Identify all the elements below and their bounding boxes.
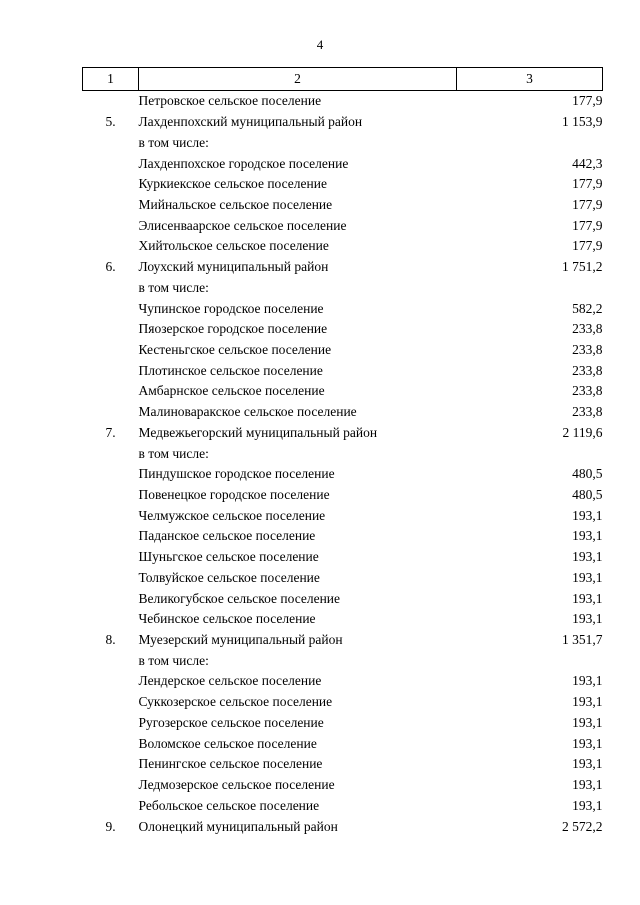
table-row [83, 775, 603, 796]
table-body [83, 91, 603, 837]
row-name: Шуньгское сельское поселение [138, 549, 319, 565]
row-value: 233,8 [572, 321, 603, 337]
row-name: Плотинское сельское поселение [138, 362, 323, 378]
row-name: Куркиекское сельское поселение [138, 176, 327, 192]
row-name: Лахденпохское городское поселение [138, 155, 349, 171]
row-name: Кестеньгское сельское поселение [138, 341, 332, 357]
row-number [83, 195, 139, 216]
row-number: 9. [105, 818, 116, 834]
row-number [83, 485, 139, 506]
table-row [83, 505, 603, 526]
row-name: Лахденпохский муниципальный район [138, 114, 363, 130]
row-value: 177,9 [572, 176, 603, 192]
row-number [83, 505, 139, 526]
table-row [83, 340, 603, 361]
row-number [83, 526, 139, 547]
row-number [83, 298, 139, 319]
table-row [83, 91, 603, 112]
row-name: Малиноваракское сельское поселение [138, 404, 357, 420]
header-col-name: 2 [139, 68, 457, 91]
row-value: 193,1 [572, 528, 603, 544]
row-value: 233,8 [572, 341, 603, 357]
row-value: 193,1 [572, 590, 603, 606]
header-col-value: 3 [457, 68, 603, 91]
table-row [83, 754, 603, 775]
table-row [83, 733, 603, 754]
table-row [83, 630, 603, 651]
row-number [83, 360, 139, 381]
row-name: Толвуйское сельское поселение [138, 569, 320, 585]
row-value [457, 132, 603, 153]
row-number [83, 713, 139, 734]
row-name: Лоухский муниципальный район [138, 259, 329, 275]
row-name: Пиндушское городское поселение [138, 466, 335, 482]
table-row [83, 257, 603, 278]
row-value: 193,1 [572, 714, 603, 730]
row-name: Мийнальское сельское поселение [138, 196, 333, 212]
row-value: 177,9 [572, 217, 603, 233]
row-name: Суккозерское сельское поселение [138, 694, 333, 710]
row-value: 193,1 [572, 797, 603, 813]
row-number [83, 236, 139, 257]
row-number [83, 464, 139, 485]
row-value: 233,8 [572, 383, 603, 399]
row-name: Чупинское городское поселение [138, 300, 324, 316]
row-value: 1 351,7 [562, 632, 603, 648]
table-row [83, 236, 603, 257]
header-col-number: 1 [83, 68, 139, 91]
row-name: в том числе: [138, 652, 209, 668]
row-value: 193,1 [572, 777, 603, 793]
row-value: 177,9 [572, 196, 603, 212]
table-row [83, 671, 603, 692]
row-number [83, 547, 139, 568]
row-number [83, 277, 139, 298]
row-name: Паданское сельское поселение [138, 528, 316, 544]
row-value: 582,2 [572, 300, 603, 316]
row-number [83, 174, 139, 195]
row-value: 193,1 [572, 569, 603, 585]
row-name: Чебинское сельское поселение [138, 611, 316, 627]
table-row [83, 174, 603, 195]
row-number [83, 775, 139, 796]
row-name: в том числе: [138, 445, 209, 461]
row-value: 193,1 [572, 611, 603, 627]
row-value [457, 443, 603, 464]
row-number: 5. [105, 114, 116, 130]
table-row [83, 609, 603, 630]
table-row [83, 485, 603, 506]
allocation-table [82, 67, 603, 837]
row-value: 480,5 [572, 466, 603, 482]
row-name: Воломское сельское поселение [138, 735, 317, 751]
table-row [83, 402, 603, 423]
row-number [83, 733, 139, 754]
row-value: 1 153,9 [562, 114, 603, 130]
table-row [83, 795, 603, 816]
row-number [83, 795, 139, 816]
row-name: Ребольское сельское поселение [138, 797, 320, 813]
row-name: Олонецкий муниципальный район [138, 818, 338, 834]
row-value: 2 572,2 [562, 818, 603, 834]
table-row [83, 464, 603, 485]
row-number [83, 650, 139, 671]
table-row [83, 423, 603, 444]
row-value: 442,3 [572, 155, 603, 171]
header-row [83, 68, 603, 91]
row-value: 233,8 [572, 404, 603, 420]
table-row [83, 360, 603, 381]
table-row [83, 319, 603, 340]
table-row [83, 132, 603, 153]
row-value: 480,5 [572, 487, 603, 503]
row-name: Элисенваарское сельское поселение [138, 217, 347, 233]
row-value: 193,1 [572, 549, 603, 565]
row-number: 7. [105, 424, 116, 440]
row-value: 177,9 [572, 238, 603, 254]
row-value: 193,1 [572, 756, 603, 772]
table-row [83, 277, 603, 298]
row-number [83, 91, 139, 112]
row-number [83, 319, 139, 340]
table-row [83, 526, 603, 547]
row-number [83, 754, 139, 775]
row-name: Хийтольское сельское поселение [138, 238, 329, 254]
row-value: 2 119,6 [562, 424, 603, 440]
row-number [83, 568, 139, 589]
row-number: 8. [105, 632, 116, 648]
row-name: в том числе: [138, 279, 209, 295]
table-row [83, 650, 603, 671]
row-number [83, 402, 139, 423]
row-name: в том числе: [138, 134, 209, 150]
row-value: 193,1 [572, 735, 603, 751]
row-name: Великогубское сельское поселение [138, 590, 341, 606]
row-name: Пенингское сельское поселение [138, 756, 323, 772]
table-row [83, 588, 603, 609]
table-row [83, 713, 603, 734]
table-row [83, 195, 603, 216]
row-number [83, 215, 139, 236]
row-value: 193,1 [572, 673, 603, 689]
table-row [83, 298, 603, 319]
table-header [83, 68, 603, 91]
page-number: 4 [316, 37, 324, 52]
row-number [83, 340, 139, 361]
row-name: Ругозерское сельское поселение [138, 714, 324, 730]
row-name: Медвежьегорский муниципальный район [138, 424, 378, 440]
table-row [83, 568, 603, 589]
row-number [83, 671, 139, 692]
table-row [83, 443, 603, 464]
row-value: 177,9 [572, 93, 603, 109]
table-row [83, 215, 603, 236]
row-number [83, 692, 139, 713]
row-number [83, 609, 139, 630]
row-number [83, 153, 139, 174]
row-number [83, 588, 139, 609]
row-number [83, 443, 139, 464]
row-value: 193,1 [572, 507, 603, 523]
row-name: Муезерский муниципальный район [138, 632, 343, 648]
row-name: Повенецкое городское поселение [138, 487, 330, 503]
table-row [83, 692, 603, 713]
row-number [83, 381, 139, 402]
row-value: 1 751,2 [562, 259, 603, 275]
row-value [457, 650, 603, 671]
table-row [83, 816, 603, 837]
table-row [83, 112, 603, 133]
row-value: 233,8 [572, 362, 603, 378]
row-name: Челмужское сельское поселение [138, 507, 326, 523]
row-name: Пяозерское городское поселение [138, 321, 328, 337]
row-name: Петровское сельское поселение [138, 93, 322, 109]
row-name: Ледмозерское сельское поселение [138, 777, 335, 793]
row-name: Амбарнское сельское поселение [138, 383, 325, 399]
row-value [457, 277, 603, 298]
table-row [83, 547, 603, 568]
row-number: 6. [105, 259, 116, 275]
table-row [83, 153, 603, 174]
row-value: 193,1 [572, 694, 603, 710]
row-number [83, 132, 139, 153]
row-name: Лендерское сельское поселение [138, 673, 322, 689]
table-row [83, 381, 603, 402]
